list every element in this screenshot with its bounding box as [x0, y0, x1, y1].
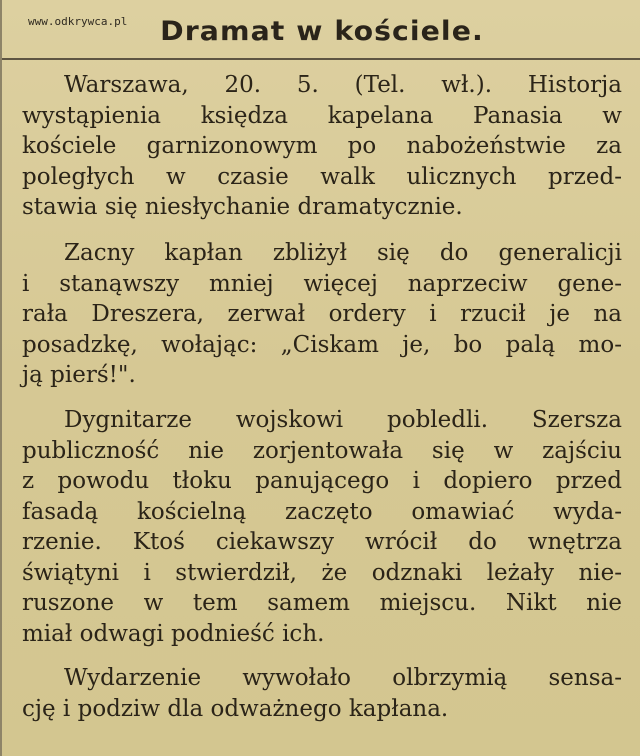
- text-line: miał odwagi podnieść ich.: [22, 620, 325, 647]
- text-line: poległych w czasie walk ulicznych przed-: [22, 163, 622, 190]
- text-line: stawia się niesłychanie dramatycznie.: [22, 194, 463, 220]
- article-paragraph-3: [22, 405, 622, 649]
- text-line: fasadą kościelną zaczęto omawiać wyda-: [22, 498, 622, 525]
- text-line: Wydarzenie wywołało olbrzymią sensa-: [64, 665, 622, 691]
- text-line: świątyni i stwierdził, że odznaki leżały nie-: [22, 559, 622, 586]
- text-line: i stanąwszy mniej więcej naprzeciw gene-: [22, 270, 622, 297]
- text-line: ruszone w tem samem miejscu. Nikt nie: [22, 590, 622, 616]
- text-line: posadzkę, wołając: „Ciskam je, bo palą mo-: [22, 331, 622, 358]
- headline-divider: [2, 58, 640, 60]
- article-paragraph-1: [22, 70, 622, 223]
- text-line: kościele garnizonowym po nabożeństwie za: [22, 133, 622, 159]
- text-line: rzenie. Ktoś ciekawszy wrócił do wnętrza: [22, 529, 622, 555]
- article-paragraph-4: [22, 663, 622, 724]
- text-line: cję i podziw dla odważnego kapłana.: [22, 695, 449, 722]
- article-headline: Dramat w kościele.: [160, 16, 484, 47]
- text-line: rała Dreszera, zerwał ordery i rzucił je na: [22, 301, 622, 327]
- text-line: Dygnitarze wojskowi pobledli. Szersza: [64, 407, 622, 433]
- text-line: ją pierś!".: [22, 362, 136, 388]
- text-line: Zacny kapłan zbliżył się do generalicji: [64, 240, 622, 266]
- article-paragraph-2: [22, 238, 622, 391]
- text-line: publiczność nie zorjentowała się w zajściu: [22, 437, 622, 464]
- text-line: wystąpienia księdza kapelana Panasia w: [22, 102, 622, 129]
- text-line: z powodu tłoku panującego i dopiero przed: [22, 468, 622, 494]
- watermark-text: www.odkrywca.pl: [28, 15, 128, 28]
- text-line: Warszawa, 20. 5. (Tel. wł.). Historja: [64, 72, 622, 98]
